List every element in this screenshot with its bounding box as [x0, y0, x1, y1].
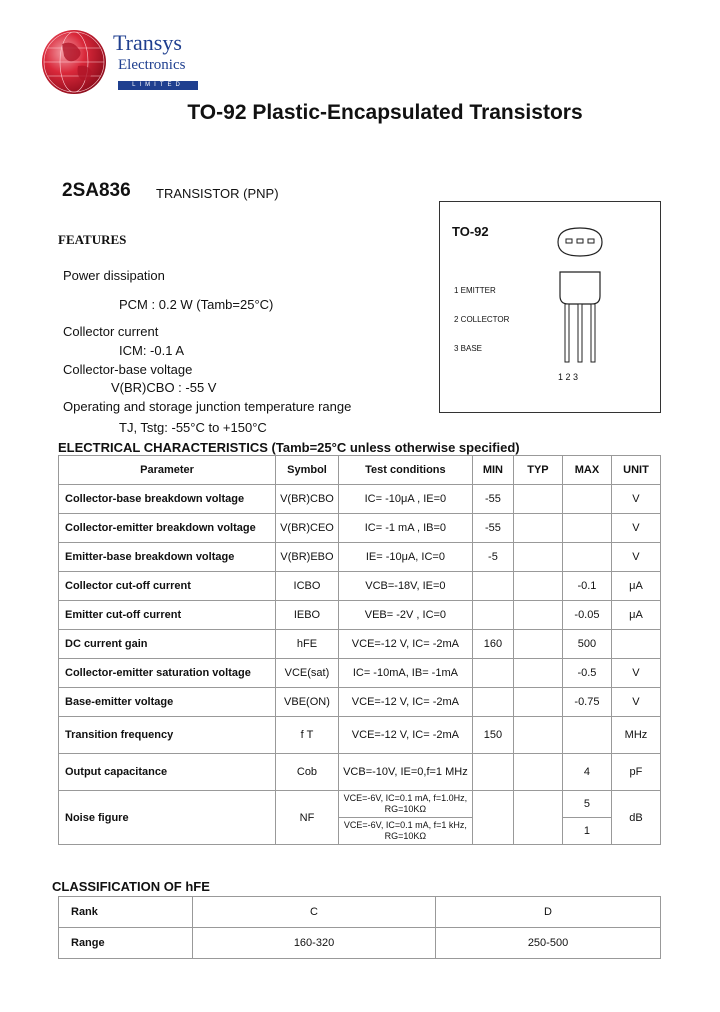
min-cell — [472, 791, 513, 845]
classification-heading: CLASSIFICATION OF hFE — [52, 879, 210, 894]
condition-cell: VCE=-6V, IC=0.1 mA, f=1 kHz, RG=10KΩ — [338, 818, 472, 845]
table-header-row — [59, 456, 661, 485]
condition-cell: IC= -1 mA , IB=0 — [338, 514, 472, 543]
rank-label: Rank — [59, 897, 193, 928]
typ-cell — [513, 717, 562, 754]
param-cell: Collector cut-off current — [59, 572, 276, 601]
unit-cell: μA — [611, 601, 660, 630]
min-cell: -55 — [472, 514, 513, 543]
max-cell: 1 — [562, 818, 611, 845]
power-dissipation-value: PCM : 0.2 W (Tamb=25°C) — [119, 297, 274, 312]
features-heading: FEATURES — [58, 232, 127, 247]
param-cell: Emitter cut-off current — [59, 601, 276, 630]
max-cell: -0.75 — [562, 688, 611, 717]
part-number: 2SA836 — [62, 180, 131, 201]
max-cell — [562, 485, 611, 514]
table-row — [59, 717, 661, 754]
collector-base-voltage-label: Collector-base voltage — [63, 362, 193, 377]
range-label: Range — [59, 928, 193, 959]
brand-tag: LIMITED — [118, 81, 198, 90]
rank-c: C — [193, 897, 436, 928]
table-row — [59, 688, 661, 717]
table-row — [59, 897, 661, 928]
condition-cell: IC= -10mA, IB= -1mA — [338, 659, 472, 688]
max-cell: -0.1 — [562, 572, 611, 601]
typ-cell — [513, 543, 562, 572]
temperature-range-label: Operating and storage junction temperature range — [63, 399, 352, 414]
document-title: TO-92 Plastic-Encapsulated Transistors — [187, 101, 583, 124]
min-cell — [472, 572, 513, 601]
condition-cell: VCE=-12 V, IC= -2mA — [338, 630, 472, 659]
unit-cell — [611, 630, 660, 659]
param-cell: Noise figure — [59, 791, 276, 845]
typ-cell — [513, 485, 562, 514]
col-typ: TYP — [513, 456, 562, 485]
table-row — [59, 928, 661, 959]
symbol-cell: V(BR)EBO — [276, 543, 339, 572]
power-dissipation-label: Power dissipation — [63, 268, 165, 283]
collector-current-value: ICM: -0.1 A — [119, 343, 185, 358]
typ-cell — [513, 601, 562, 630]
table-row — [59, 485, 661, 514]
max-cell — [562, 717, 611, 754]
condition-cell: VEB= -2V , IC=0 — [338, 601, 472, 630]
to92-package-icon — [552, 224, 608, 364]
condition-cell: VCE=-6V, IC=0.1 mA, f=1.0Hz, RG=10KΩ — [338, 791, 472, 818]
table-row — [59, 514, 661, 543]
min-cell — [472, 688, 513, 717]
electrical-characteristics-table — [58, 455, 661, 845]
condition-cell: VCB=-18V, IE=0 — [338, 572, 472, 601]
electrical-heading: ELECTRICAL CHARACTERISTICS (Tamb=25°C unless otherwise specified) — [58, 440, 520, 455]
classification-table — [58, 896, 661, 959]
typ-cell — [513, 514, 562, 543]
unit-cell: V — [611, 659, 660, 688]
min-cell: 160 — [472, 630, 513, 659]
typ-cell — [513, 791, 562, 845]
table-row — [59, 659, 661, 688]
min-cell: -55 — [472, 485, 513, 514]
pin-1-emitter: 1 EMITTER — [454, 286, 496, 295]
typ-cell — [513, 630, 562, 659]
pin-3-base: 3 BASE — [454, 344, 483, 353]
min-cell — [472, 659, 513, 688]
min-cell — [472, 754, 513, 791]
rank-d: D — [436, 897, 661, 928]
condition-cell: VCB=-10V, IE=0,f=1 MHz — [338, 754, 472, 791]
table-row — [59, 601, 661, 630]
param-cell: Transition frequency — [59, 717, 276, 754]
pin-numbers: 1 2 3 — [558, 372, 579, 382]
brand-subtitle: Electronics — [118, 57, 186, 73]
temperature-range-value: TJ, Tstg: -55°C to +150°C — [119, 420, 267, 435]
unit-cell: pF — [611, 754, 660, 791]
max-cell — [562, 543, 611, 572]
min-cell: 150 — [472, 717, 513, 754]
param-cell: Output capacitance — [59, 754, 276, 791]
symbol-cell: Cob — [276, 754, 339, 791]
range-d: 250-500 — [436, 928, 661, 959]
max-cell: -0.05 — [562, 601, 611, 630]
unit-cell: V — [611, 543, 660, 572]
collector-current-label: Collector current — [63, 324, 159, 339]
collector-base-voltage-value: V(BR)CBO : -55 V — [111, 380, 217, 395]
symbol-cell: VBE(ON) — [276, 688, 339, 717]
col-conditions: Test conditions — [338, 456, 472, 485]
condition-cell: VCE=-12 V, IC= -2mA — [338, 717, 472, 754]
package-diagram-box — [439, 201, 661, 413]
param-cell: Collector-emitter saturation voltage — [59, 659, 276, 688]
symbol-cell: V(BR)CBO — [276, 485, 339, 514]
param-cell: Collector-emitter breakdown voltage — [59, 514, 276, 543]
brand-name: Transys — [113, 30, 182, 55]
col-min: MIN — [472, 456, 513, 485]
table-row-noise — [59, 791, 661, 818]
table-row — [59, 630, 661, 659]
min-cell — [472, 601, 513, 630]
param-cell: Emitter-base breakdown voltage — [59, 543, 276, 572]
company-logo-globe — [42, 30, 106, 94]
condition-cell: IE= -10μA, IC=0 — [338, 543, 472, 572]
col-unit: UNIT — [611, 456, 660, 485]
max-cell: -0.5 — [562, 659, 611, 688]
symbol-cell: NF — [276, 791, 339, 845]
max-cell: 5 — [562, 791, 611, 818]
symbol-cell: V(BR)CEO — [276, 514, 339, 543]
symbol-cell: IEBO — [276, 601, 339, 630]
unit-cell: V — [611, 688, 660, 717]
condition-cell: VCE=-12 V, IC= -2mA — [338, 688, 472, 717]
pin-2-collector: 2 COLLECTOR — [454, 315, 510, 324]
unit-cell: dB — [611, 791, 660, 845]
package-title: TO-92 — [452, 224, 489, 239]
table-row — [59, 543, 661, 572]
min-cell: -5 — [472, 543, 513, 572]
typ-cell — [513, 659, 562, 688]
symbol-cell: ICBO — [276, 572, 339, 601]
unit-cell: V — [611, 514, 660, 543]
unit-cell: V — [611, 485, 660, 514]
symbol-cell: VCE(sat) — [276, 659, 339, 688]
condition-cell: IC= -10μA , IE=0 — [338, 485, 472, 514]
table-row — [59, 754, 661, 791]
typ-cell — [513, 754, 562, 791]
typ-cell — [513, 688, 562, 717]
unit-cell: MHz — [611, 717, 660, 754]
param-cell: DC current gain — [59, 630, 276, 659]
max-cell: 500 — [562, 630, 611, 659]
symbol-cell: f T — [276, 717, 339, 754]
param-cell: Collector-base breakdown voltage — [59, 485, 276, 514]
max-cell: 4 — [562, 754, 611, 791]
table-row — [59, 572, 661, 601]
max-cell — [562, 514, 611, 543]
col-max: MAX — [562, 456, 611, 485]
col-parameter: Parameter — [59, 456, 276, 485]
col-symbol: Symbol — [276, 456, 339, 485]
symbol-cell: hFE — [276, 630, 339, 659]
unit-cell: μA — [611, 572, 660, 601]
range-c: 160-320 — [193, 928, 436, 959]
typ-cell — [513, 572, 562, 601]
part-type: TRANSISTOR (PNP) — [156, 186, 279, 201]
param-cell: Base-emitter voltage — [59, 688, 276, 717]
